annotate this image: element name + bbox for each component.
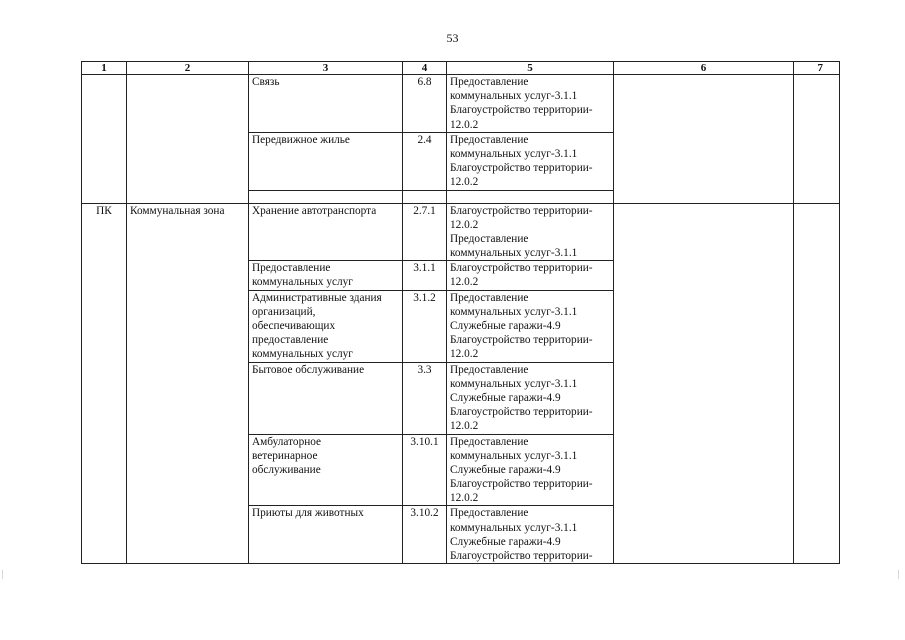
cell-line: Бытовое обслуживание (252, 363, 365, 376)
cell-line: коммунальных услуг-3.1.1 (450, 147, 578, 160)
zone-code-cell (82, 75, 127, 204)
land-use-table (81, 61, 840, 564)
table-header-row (82, 62, 840, 75)
table-body (82, 75, 840, 564)
cell-line: коммунальных услуг-3.1.1 (450, 449, 578, 462)
related-uses-cell (447, 261, 614, 290)
use-code-cell: 2.4 (403, 132, 447, 190)
column-6-cell (614, 75, 794, 204)
related-uses-cell (447, 290, 614, 362)
table-row (82, 203, 840, 261)
column-header: 6 (614, 62, 794, 75)
cell-line: Благоустройство территории- (450, 204, 593, 217)
cell-line: Хранение автотранспорта (252, 204, 377, 217)
permitted-use-cell (249, 290, 403, 362)
cell-line: Предоставление (450, 507, 529, 520)
cell-line: Служебные гаражи-4.9 (450, 535, 561, 548)
scan-mark (898, 570, 899, 579)
page-number: 53 (446, 31, 459, 45)
cell-line: Предоставление (450, 435, 529, 448)
cell-line: Благоустройство территории- (450, 406, 593, 419)
column-header: 5 (447, 62, 614, 75)
permitted-use-cell (249, 434, 403, 506)
permitted-use-cell (249, 132, 403, 190)
cell-line: Благоустройство территории- (450, 550, 593, 562)
cell-line: 12.0.2 (450, 348, 479, 361)
cell-line: коммунальных услуг-3.1.1 (450, 305, 578, 318)
cell-line: Амбулаторное (252, 435, 322, 448)
cell-line: 12.0.2 (450, 420, 479, 433)
permitted-use-cell (249, 506, 403, 564)
cell-line: Благоустройство территории- (450, 104, 593, 117)
permitted-use-cell (249, 75, 403, 133)
related-uses-cell (447, 75, 614, 133)
cell-line: Приюты для животных (252, 507, 364, 520)
cell-line: Предоставление (450, 133, 529, 146)
cell-line: Благоустройство территории- (450, 334, 593, 347)
permitted-use-cell (249, 261, 403, 290)
cell-line: Благоустройство территории- (450, 262, 593, 275)
column-header: 7 (794, 62, 840, 75)
cell-line: коммунальных услуг-3.1.1 (450, 377, 578, 390)
related-uses-cell (447, 203, 614, 261)
related-uses-cell (447, 506, 614, 564)
cell-line: Передвижное жилье (252, 133, 350, 146)
cell-line: Связь (252, 76, 280, 88)
cell-line: Благоустройство территории- (450, 162, 593, 175)
column-header: 2 (127, 62, 249, 75)
cell-line: Предоставление (252, 262, 331, 275)
column-6-cell (614, 203, 794, 564)
column-7-cell (794, 75, 840, 204)
cell-line: 12.0.2 (450, 218, 479, 231)
cell-line: 12.0.2 (450, 492, 479, 505)
column-7-cell (794, 203, 840, 564)
cell-line: обеспечивающих (252, 320, 336, 332)
cell-line: Предоставление (450, 76, 529, 88)
cell-line: 12.0.2 (450, 176, 479, 189)
column-header: 3 (249, 62, 403, 75)
use-code-cell: 3.3 (403, 362, 447, 434)
permitted-use-cell (249, 190, 403, 203)
related-uses-cell (447, 362, 614, 434)
cell-line: Предоставление (450, 232, 529, 245)
zone-code-cell: ПК (82, 203, 127, 564)
cell-line: обслуживание (252, 463, 321, 476)
cell-line: предоставление (252, 334, 329, 347)
permitted-use-cell (249, 203, 403, 261)
column-header: 1 (82, 62, 127, 75)
cell-line: коммунальных услуг (252, 348, 353, 361)
cell-line: Предоставление (450, 291, 529, 304)
cell-line: Служебные гаражи-4.9 (450, 320, 561, 332)
use-code-cell: 3.1.2 (403, 290, 447, 362)
use-code-cell: 2.7.1 (403, 203, 447, 261)
cell-line: Служебные гаражи-4.9 (450, 391, 561, 404)
use-code-cell: 6.8 (403, 75, 447, 133)
use-code-cell: 3.10.2 (403, 506, 447, 564)
related-uses-cell (447, 190, 614, 203)
column-header: 4 (403, 62, 447, 75)
table-row (82, 75, 840, 133)
cell-line: ветеринарное (252, 449, 318, 462)
cell-line: коммунальных услуг-3.1.1 (450, 521, 578, 534)
cell-line: Административные здания (252, 291, 382, 304)
cell-line: 12.0.2 (450, 118, 479, 131)
permitted-use-cell (249, 362, 403, 434)
related-uses-cell (447, 434, 614, 506)
zone-name-cell (127, 75, 249, 204)
use-code-cell: 3.10.1 (403, 434, 447, 506)
use-code-cell: 3.1.1 (403, 261, 447, 290)
use-code-cell (403, 190, 447, 203)
cell-line: коммунальных услуг-3.1.1 (450, 90, 578, 103)
cell-line: Предоставление (450, 363, 529, 376)
scan-mark (2, 570, 3, 579)
zone-name-cell: Коммунальная зона (127, 203, 249, 564)
cell-line: Благоустройство территории- (450, 478, 593, 491)
related-uses-cell (447, 132, 614, 190)
cell-line: организаций, (252, 305, 316, 318)
cell-line: 12.0.2 (450, 276, 479, 289)
cell-line: Служебные гаражи-4.9 (450, 463, 561, 476)
cell-line: коммунальных услуг (252, 276, 353, 289)
cell-line: коммунальных услуг-3.1.1 (450, 247, 578, 260)
